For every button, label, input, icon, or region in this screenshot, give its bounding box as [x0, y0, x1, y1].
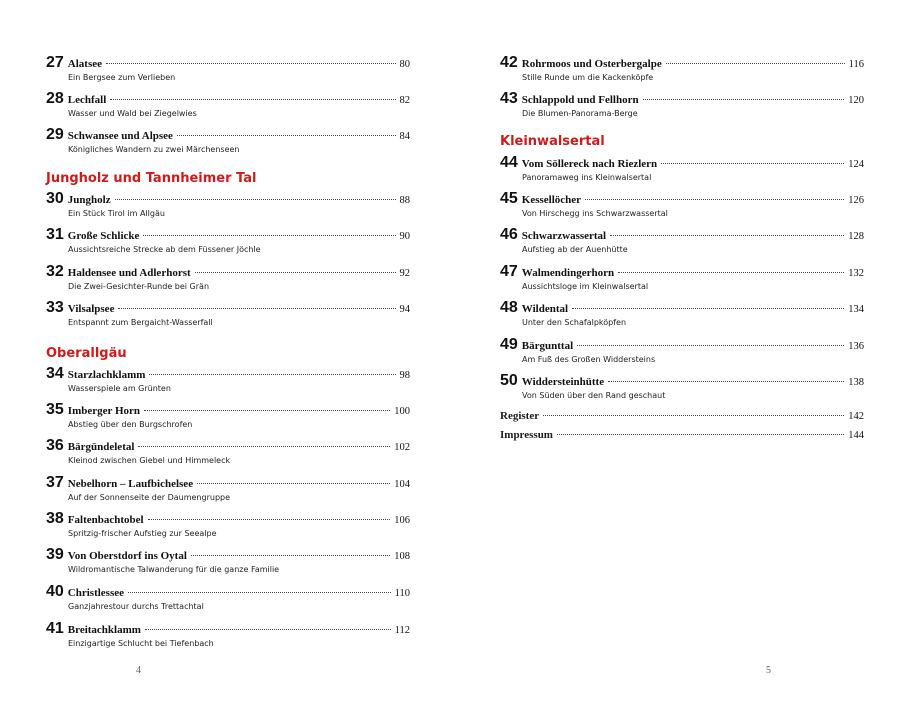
page-number-right: 5 — [766, 665, 771, 676]
tour-subtitle: Wasserspiele am Grünten — [68, 384, 171, 393]
page-number: 128 — [848, 231, 864, 242]
tour-subtitle: Auf der Sonnenseite der Daumengruppe — [68, 493, 231, 502]
tour-number: 37 — [46, 474, 64, 491]
tour-number: 35 — [46, 401, 64, 418]
tour-number: 39 — [46, 546, 64, 563]
dot-leader — [610, 235, 844, 236]
toc-entry-line — [46, 299, 410, 317]
toc-entry-line — [500, 372, 864, 390]
tour-subtitle: Aussichtsreiche Strecke ab dem Füssener Jöchle — [68, 245, 261, 254]
tour-title: Christlessee — [67, 587, 125, 599]
dot-leader — [557, 434, 844, 435]
toc-entry-line — [46, 126, 410, 144]
tour-title: Kessellöcher — [521, 194, 582, 206]
tour-number: 46 — [500, 226, 518, 243]
toc-entry[interactable] — [46, 583, 410, 611]
toc-entry[interactable] — [500, 372, 864, 400]
dot-leader — [191, 555, 390, 556]
page-number-left: 4 — [136, 665, 141, 676]
toc-entry-line — [500, 154, 864, 172]
tour-title: Schwarzwassertal — [521, 230, 607, 242]
page-number: 134 — [848, 304, 864, 315]
tour-subtitle: Ganzjahrestour durchs Trettachtal — [68, 602, 204, 611]
toc-entry[interactable] — [46, 190, 410, 218]
toc-entry[interactable] — [46, 90, 410, 118]
tour-subtitle: Am Fuß des Großen Widdersteins — [522, 355, 656, 364]
page-number: 126 — [848, 195, 864, 206]
section-heading: Jungholz und Tannheimer Tal — [46, 171, 257, 186]
tour-subtitle: Aufstieg ab der Auenhütte — [522, 245, 628, 254]
tour-subtitle: Abstieg über den Burgschrofen — [68, 420, 193, 429]
tour-title: Breitachklamm — [67, 624, 141, 636]
page-number: 102 — [394, 442, 410, 453]
page-number: 82 — [399, 95, 410, 106]
tour-title: Bärgunttal — [521, 340, 574, 352]
tour-title: Jungholz — [67, 194, 111, 206]
toc-entry[interactable] — [500, 54, 864, 82]
dot-leader — [110, 99, 395, 100]
tour-subtitle: Kleinod zwischen Giebel und Himmeleck — [68, 456, 231, 465]
page-number: 100 — [394, 406, 410, 417]
toc-entry-line — [46, 365, 410, 383]
toc-entry[interactable] — [46, 474, 410, 502]
tour-subtitle: Ein Stück Tirol im Allgäu — [68, 209, 165, 218]
tour-subtitle: Spritzig-frischer Aufstieg zur Seealpe — [68, 529, 217, 538]
tour-title: Widdersteinhütte — [521, 376, 605, 388]
dot-leader — [577, 345, 844, 346]
tour-subtitle: Stille Runde um die Kackenköpfe — [522, 73, 654, 82]
toc-entry[interactable] — [46, 365, 410, 393]
tour-number: 49 — [500, 336, 518, 353]
tour-title: Vilsalpsee — [67, 303, 115, 315]
tour-title: Nebelhorn – Laufbichelsee — [67, 478, 194, 490]
page-number: 112 — [394, 625, 410, 636]
tour-title: Schlappold und Fellhorn — [521, 94, 639, 106]
toc-entry-line — [46, 190, 410, 208]
page-number: 94 — [399, 304, 410, 315]
tour-title: Imberger Horn — [67, 405, 140, 417]
dot-leader — [608, 381, 844, 382]
toc-entry[interactable] — [500, 226, 864, 254]
tour-title: Schwansee und Alpsee — [67, 130, 173, 142]
tour-subtitle: Von Hirschegg ins Schwarzwassertal — [522, 209, 668, 218]
toc-entry[interactable] — [46, 54, 410, 82]
page-number: 92 — [399, 268, 410, 279]
toc-entry[interactable] — [46, 126, 410, 154]
page-number: 108 — [394, 551, 410, 562]
tour-number: 45 — [500, 190, 518, 207]
toc-entry-line — [500, 299, 864, 317]
tour-subtitle: Unter den Schafalpköpfen — [522, 318, 627, 327]
dot-leader — [643, 99, 845, 100]
tour-title: Wildental — [521, 303, 569, 315]
dot-leader — [115, 199, 396, 200]
toc-entry-line — [46, 510, 410, 528]
tour-title: Rohrmoos und Osterbergalpe — [521, 58, 662, 70]
tour-subtitle: Aussichtsloge im Kleinwalsertal — [522, 282, 649, 291]
tour-title: Vom Söllereck nach Riezlern — [521, 158, 658, 170]
dot-leader — [618, 272, 844, 273]
page-number: 142 — [848, 411, 864, 422]
section-heading: Oberallgäu — [46, 346, 127, 361]
tour-title: Bärgündeletal — [67, 441, 135, 453]
page-number: 120 — [848, 95, 864, 106]
tour-number: 28 — [46, 90, 64, 107]
page-number: 138 — [848, 377, 864, 388]
toc-entry-line — [46, 546, 410, 564]
tour-title: Von Oberstdorf ins Oytal — [67, 550, 187, 562]
page-number: 90 — [399, 231, 410, 242]
page-number: 124 — [848, 159, 864, 170]
dot-leader — [144, 410, 390, 411]
toc-entry-line — [46, 620, 410, 638]
toc-entry-line — [500, 90, 864, 108]
dot-leader — [148, 519, 391, 520]
toc-entry-line — [500, 226, 864, 244]
dot-leader — [195, 272, 396, 273]
tour-number: 40 — [46, 583, 64, 600]
tour-title: Lechfall — [67, 94, 107, 106]
dot-leader — [666, 63, 845, 64]
dot-leader — [138, 446, 390, 447]
dot-leader — [543, 415, 844, 416]
tour-title: Große Schlicke — [67, 230, 140, 242]
page-number: 132 — [848, 268, 864, 279]
toc-entry[interactable] — [46, 401, 410, 429]
tour-number: 47 — [500, 263, 518, 280]
dot-leader — [661, 163, 844, 164]
tour-subtitle: Wasser und Wald bei Ziegelwies — [68, 109, 197, 118]
dot-leader — [106, 63, 395, 64]
section-heading: Kleinwalsertal — [500, 134, 605, 149]
toc-entry-line — [46, 474, 410, 492]
appendix-entry[interactable] — [500, 410, 864, 422]
appendix-title: Impressum — [500, 429, 553, 441]
toc-entry-line — [46, 401, 410, 419]
tour-subtitle: Panoramaweg ins Kleinwalsertal — [522, 173, 652, 182]
tour-number: 48 — [500, 299, 518, 316]
tour-subtitle: Einzigartige Schlucht bei Tiefenbach — [68, 639, 214, 648]
toc-entry[interactable] — [500, 299, 864, 327]
tour-number: 32 — [46, 263, 64, 280]
dot-leader — [197, 483, 390, 484]
toc-entry-line — [46, 437, 410, 455]
page-number: 106 — [394, 515, 410, 526]
toc-entry[interactable] — [46, 546, 410, 574]
tour-title: Walmendingerhorn — [521, 267, 615, 279]
toc-entry-line — [500, 190, 864, 208]
tour-subtitle: Wildromantische Talwanderung für die ganze Familie — [68, 565, 280, 574]
tour-number: 27 — [46, 54, 64, 71]
appendix-title: Register — [500, 410, 540, 422]
dot-leader — [118, 308, 395, 309]
toc-entry-line — [46, 263, 410, 281]
toc-entry[interactable] — [500, 154, 864, 182]
tour-subtitle: Die Zwei-Gesichter-Runde bei Grän — [68, 282, 210, 291]
tour-title: Alatsee — [67, 58, 103, 70]
tour-number: 42 — [500, 54, 518, 71]
tour-title: Haldensee und Adlerhorst — [67, 267, 191, 279]
page-number: 104 — [394, 479, 410, 490]
page-number: 110 — [394, 588, 410, 599]
toc-entry[interactable] — [46, 620, 410, 648]
toc-entry[interactable] — [500, 263, 864, 291]
page-number: 88 — [399, 195, 410, 206]
toc-entry-line — [500, 54, 864, 72]
tour-number: 29 — [46, 126, 64, 143]
tour-number: 41 — [46, 620, 64, 637]
tour-subtitle: Ein Bergsee zum Verlieben — [68, 73, 176, 82]
tour-subtitle: Königliches Wandern zu zwei Märchenseen — [68, 145, 240, 154]
page-number: 84 — [399, 131, 410, 142]
tour-subtitle: Entspannt zum Bergaicht-Wasserfall — [68, 318, 213, 327]
page-number: 80 — [399, 59, 410, 70]
dot-leader — [177, 135, 396, 136]
dot-leader — [145, 629, 391, 630]
toc-entry[interactable] — [500, 190, 864, 218]
toc-entry[interactable] — [46, 510, 410, 538]
toc-entry-line — [46, 226, 410, 244]
dot-leader — [585, 199, 844, 200]
dot-leader — [149, 374, 395, 375]
tour-number: 38 — [46, 510, 64, 527]
toc-entry-line — [46, 54, 410, 72]
tour-number: 50 — [500, 372, 518, 389]
toc-entry-line — [500, 263, 864, 281]
tour-number: 44 — [500, 154, 518, 171]
page-number: 98 — [399, 370, 410, 381]
appendix-entry[interactable] — [500, 429, 864, 441]
toc-entry[interactable] — [46, 226, 410, 254]
toc-entry-line — [46, 90, 410, 108]
toc-entry[interactable] — [46, 299, 410, 327]
toc-entry[interactable] — [46, 263, 410, 291]
tour-number: 34 — [46, 365, 64, 382]
toc-entry[interactable] — [500, 90, 864, 118]
tour-number: 31 — [46, 226, 64, 243]
tour-number: 30 — [46, 190, 64, 207]
toc-entry-line — [46, 583, 410, 601]
tour-subtitle: Die Blumen-Panorama-Berge — [522, 109, 638, 118]
tour-title: Faltenbachtobel — [67, 514, 144, 526]
toc-entry[interactable] — [500, 336, 864, 364]
dot-leader — [572, 308, 844, 309]
toc-entry-line — [500, 336, 864, 354]
dot-leader — [128, 592, 391, 593]
page-number: 136 — [848, 341, 864, 352]
tour-title: Starzlachklamm — [67, 369, 146, 381]
tour-number: 36 — [46, 437, 64, 454]
page-number: 144 — [848, 430, 864, 441]
dot-leader — [143, 235, 395, 236]
toc-entry[interactable] — [46, 437, 410, 465]
tour-number: 43 — [500, 90, 518, 107]
page-number: 116 — [848, 59, 864, 70]
tour-subtitle: Von Süden über den Rand geschaut — [522, 391, 666, 400]
tour-number: 33 — [46, 299, 64, 316]
